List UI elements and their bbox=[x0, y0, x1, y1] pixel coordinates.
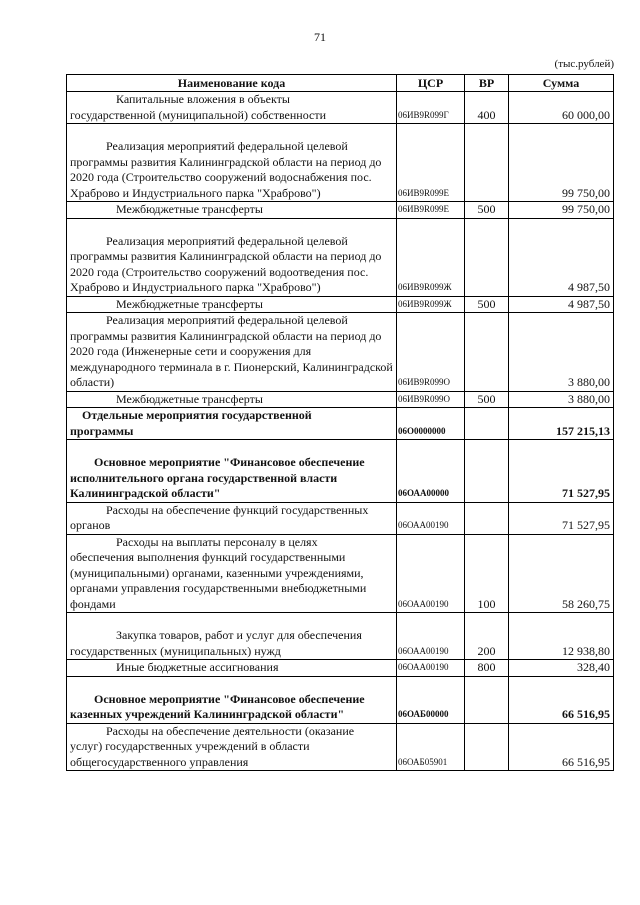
row-name bbox=[67, 408, 397, 440]
row-csr: 06ИВ9R099Е bbox=[397, 202, 465, 219]
table-row bbox=[67, 296, 614, 313]
row-vr: 500 bbox=[465, 391, 509, 408]
row-name-first: Капитальные вложения в объекты bbox=[116, 92, 290, 106]
row-sum: 12 938,80 bbox=[509, 613, 614, 660]
row-csr: 06ИВ9R099Г bbox=[397, 92, 465, 124]
row-vr bbox=[465, 218, 509, 296]
row-csr: 06ОАА00190 bbox=[397, 660, 465, 677]
table-row bbox=[67, 202, 614, 219]
row-name-rest: программы bbox=[70, 423, 134, 438]
table-row bbox=[67, 660, 614, 677]
table-row bbox=[67, 391, 614, 408]
row-vr bbox=[465, 408, 509, 440]
table-row bbox=[67, 613, 614, 660]
row-csr: 06ИВ9R099Ж bbox=[397, 218, 465, 296]
row-name-rest: услуг) государственных учреждений в области общегосударственного управления bbox=[70, 739, 310, 769]
row-name-rest: казенных учреждений Калининградской области" bbox=[70, 707, 345, 721]
row-csr: 06ИВ9R099Е bbox=[397, 124, 465, 202]
row-vr bbox=[465, 440, 509, 503]
row-name-first: Основное мероприятие "Финансовое обеспечение bbox=[94, 455, 365, 469]
row-name bbox=[67, 296, 397, 313]
row-name-rest: государственной (муниципальной) собственности bbox=[70, 107, 327, 122]
row-sum: 66 516,95 bbox=[509, 723, 614, 771]
units-label: (тыс.рублей) bbox=[554, 58, 614, 70]
row-name-first: Расходы на обеспечение функций государственных bbox=[106, 502, 369, 517]
row-name bbox=[67, 613, 397, 660]
row-sum: 60 000,00 bbox=[509, 92, 614, 124]
row-name bbox=[67, 218, 397, 296]
row-vr: 200 bbox=[465, 613, 509, 660]
row-vr bbox=[465, 676, 509, 723]
header-vr: ВР bbox=[465, 75, 509, 92]
row-csr: 06ИВ9R099О bbox=[397, 313, 465, 392]
row-vr: 100 bbox=[465, 534, 509, 613]
row-csr: 06ИВ9R099Ж bbox=[397, 296, 465, 313]
row-name bbox=[67, 660, 397, 677]
row-name-rest: органов bbox=[70, 518, 111, 532]
row-name-first: Межбюджетные трансферты bbox=[116, 296, 263, 311]
row-name-rest: государственных (муниципальных) нужд bbox=[70, 643, 281, 658]
row-csr: 06ОАА00000 bbox=[397, 440, 465, 503]
row-csr: 06ОАА00190 bbox=[397, 534, 465, 613]
row-csr: 06ОАБ05901 bbox=[397, 723, 465, 771]
row-name bbox=[67, 676, 397, 723]
row-name-first: Иные бюджетные ассигнования bbox=[116, 660, 279, 674]
row-name-first: Закупка товаров, работ и услуг для обеспечения bbox=[116, 628, 362, 642]
row-sum: 66 516,95 bbox=[509, 676, 614, 723]
header-name: Наименование кода bbox=[67, 75, 397, 92]
row-sum: 3 880,00 bbox=[509, 313, 614, 392]
row-csr: 06ОАБ00000 bbox=[397, 676, 465, 723]
row-sum: 99 750,00 bbox=[509, 202, 614, 219]
row-name-first: Реализация мероприятий федеральной целевой bbox=[106, 233, 348, 248]
row-name-first: Реализация мероприятий федеральной целевой bbox=[106, 313, 348, 327]
row-sum: 71 527,95 bbox=[509, 440, 614, 503]
table-row bbox=[67, 534, 614, 613]
row-vr: 500 bbox=[465, 296, 509, 313]
row-vr: 500 bbox=[465, 202, 509, 219]
row-sum: 58 260,75 bbox=[509, 534, 614, 613]
table-row bbox=[67, 676, 614, 723]
table-row bbox=[67, 218, 614, 296]
budget-table bbox=[66, 74, 614, 771]
row-vr: 800 bbox=[465, 660, 509, 677]
table-row bbox=[67, 92, 614, 124]
row-sum: 4 987,50 bbox=[509, 296, 614, 313]
row-name-rest: обеспечения выполнения функций государственными (муниципальными) органами, казенными учреждениями, органами управления государственными внебюджетными фондами bbox=[70, 550, 367, 611]
row-name bbox=[67, 502, 397, 534]
row-vr bbox=[465, 124, 509, 202]
row-name-first: Основное мероприятие "Финансовое обеспечение bbox=[94, 691, 365, 706]
header-csr: ЦСР bbox=[397, 75, 465, 92]
row-name-rest: исполнительного органа государственной власти Калининградской области" bbox=[70, 470, 338, 500]
row-sum: 328,40 bbox=[509, 660, 614, 677]
row-name bbox=[67, 440, 397, 503]
table-row bbox=[67, 440, 614, 503]
table-row bbox=[67, 502, 614, 534]
row-name bbox=[67, 391, 397, 408]
header-sum: Сумма bbox=[509, 75, 614, 92]
row-name-first: Расходы на выплаты персоналу в целях bbox=[116, 534, 318, 549]
row-vr bbox=[465, 313, 509, 392]
row-name-first: Отдельные мероприятия государственной bbox=[82, 408, 312, 422]
row-vr bbox=[465, 723, 509, 771]
row-name-first: Расходы на обеспечение деятельности (оказание bbox=[106, 723, 355, 738]
row-csr: 06О0000000 bbox=[397, 408, 465, 440]
row-name bbox=[67, 92, 397, 124]
row-sum: 71 527,95 bbox=[509, 502, 614, 534]
table-row bbox=[67, 124, 614, 202]
row-sum: 99 750,00 bbox=[509, 124, 614, 202]
row-name bbox=[67, 202, 397, 219]
row-name bbox=[67, 313, 397, 392]
table-row bbox=[67, 408, 614, 440]
row-name bbox=[67, 723, 397, 771]
row-name bbox=[67, 534, 397, 613]
row-name-rest: программы развития Калининградской области на период до 2020 года (Строительство сооружений водоснабжения пос. Храброво и Индустриального парка "Храброво") bbox=[70, 154, 382, 200]
row-vr bbox=[465, 502, 509, 534]
row-name-first: Межбюджетные трансферты bbox=[116, 391, 263, 406]
row-csr: 06ОАА00190 bbox=[397, 613, 465, 660]
table-row bbox=[67, 313, 614, 392]
row-csr: 06ИВ9R099О bbox=[397, 391, 465, 408]
row-name bbox=[67, 124, 397, 202]
table-row bbox=[67, 723, 614, 771]
row-csr: 06ОАА00190 bbox=[397, 502, 465, 534]
table-header-row bbox=[67, 75, 614, 92]
row-vr: 400 bbox=[465, 92, 509, 124]
page-number: 71 bbox=[314, 30, 326, 44]
row-name-first: Межбюджетные трансферты bbox=[116, 202, 263, 216]
row-sum: 157 215,13 bbox=[509, 408, 614, 440]
row-name-rest: программы развития Калининградской области на период до 2020 года (Строительство сооружений водоотведения пос. Храброво и Индустриального парка "Храброво") bbox=[70, 249, 382, 294]
row-name-first: Реализация мероприятий федеральной целевой bbox=[106, 139, 348, 153]
row-name-rest: программы развития Калининградской области на период до 2020 года (Инженерные сети и сооружения для международного терминала в г. Пионерский, Калининградской области) bbox=[70, 328, 393, 389]
row-sum: 3 880,00 bbox=[509, 391, 614, 408]
row-sum: 4 987,50 bbox=[509, 218, 614, 296]
